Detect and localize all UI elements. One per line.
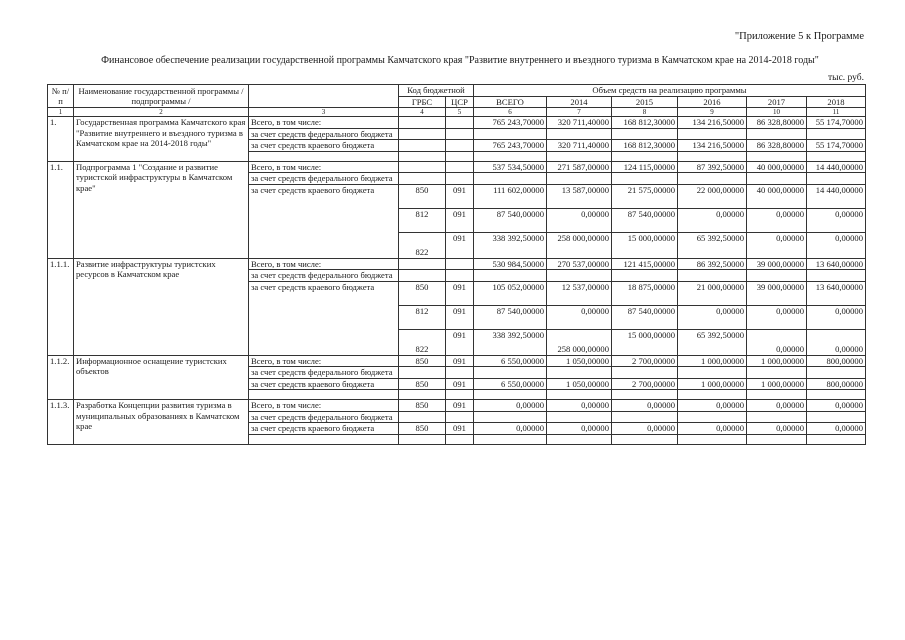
value-cell: 338 392,50000 [474,232,547,258]
table-row [48,117,866,129]
value-cell: 105 052,00000 [474,281,547,305]
csr-cell: 091 [446,329,474,355]
value-cell: 0,00000 [747,423,807,435]
value-cell: 134 216,50000 [678,117,747,129]
value-cell: 1 000,00000 [747,378,807,390]
value-cell: 0,00000 [747,208,807,232]
col-2014-header: 2014 [547,96,612,108]
value-cell: 18 875,00000 [612,281,678,305]
grbs-cell: 850 [399,400,446,412]
index-cell: 5 [446,108,474,117]
value-cell: 0,00000 [547,208,612,232]
grbs-cell: 850 [399,378,446,390]
value-cell: 87 540,00000 [474,305,547,329]
header-row [48,85,866,97]
source-label: за счет средств федерального бюджета [249,128,399,140]
col-2017-header: 2017 [747,96,807,108]
value-cell: 0,00000 [678,423,747,435]
value-cell: 537 534,50000 [474,161,547,173]
grbs-cell: 850 [399,423,446,435]
value-cell: 0,00000 [547,305,612,329]
source-label: за счет средств краевого бюджета [249,423,399,435]
col-csr-header: ЦСР [446,96,474,108]
value-cell: 0,00000 [474,423,547,435]
value-cell: 0,00000 [678,400,747,412]
value-cell: 0,00000 [678,208,747,232]
col-2016-header: 2016 [678,96,747,108]
csr-cell: 091 [446,208,474,232]
value-cell: 6 550,00000 [474,378,547,390]
program-name: Информационное оснащение туристских объектов [74,355,249,400]
value-cell: 0,00000 [547,423,612,435]
value-cell: 14 440,00000 [807,161,866,173]
value-cell: 258 000,00000 [547,232,612,258]
value-cell: 65 392,50000 [678,232,747,258]
value-cell: 0,00000 [474,400,547,412]
row-number: 1.1. [48,161,74,258]
source-label: Всего, в том числе: [249,355,399,367]
value-cell: 258 000,00000 [547,329,612,355]
value-cell: 0,00000 [612,400,678,412]
source-label: Всего, в том числе: [249,400,399,412]
value-cell: 800,00000 [807,355,866,367]
value-cell: 1 000,00000 [747,355,807,367]
value-cell: 39 000,00000 [747,258,807,270]
source-label: за счет средств краевого бюджета [249,140,399,152]
source-label: за счет средств федерального бюджета [249,270,399,282]
grbs-cell: 822 [399,329,446,355]
value-cell: 2 700,00000 [612,355,678,367]
value-cell: 0,00000 [807,329,866,355]
row-number: 1.1.3. [48,400,74,445]
index-cell: 6 [474,108,547,117]
value-cell: 21 000,00000 [678,281,747,305]
source-label: за счет средств федерального бюджета [249,367,399,379]
value-cell: 13 587,00000 [547,184,612,208]
col-source-header [249,85,399,108]
value-cell: 0,00000 [807,423,866,435]
value-cell: 40 000,00000 [747,161,807,173]
index-cell: 9 [678,108,747,117]
grbs-cell: 822 [399,232,446,258]
csr-cell: 091 [446,232,474,258]
value-cell: 87 540,00000 [474,208,547,232]
source-label: за счет средств федерального бюджета [249,173,399,185]
csr-cell: 091 [446,423,474,435]
row-number: 1. [48,117,74,162]
table-row [48,161,866,173]
value-cell: 0,00000 [807,305,866,329]
table-row [48,355,866,367]
value-cell: 1 050,00000 [547,355,612,367]
value-cell: 87 540,00000 [612,208,678,232]
value-cell: 320 711,40000 [547,117,612,129]
unit-label: тыс. руб. [828,73,864,83]
value-cell: 124 115,00000 [612,161,678,173]
value-cell: 13 640,00000 [807,258,866,270]
value-cell: 1 050,00000 [547,378,612,390]
index-cell: 3 [249,108,399,117]
appendix-note: "Приложение 5 к Программе [734,31,864,42]
index-cell: 1 [48,108,74,117]
value-cell: 111 602,00000 [474,184,547,208]
csr-cell: 091 [446,355,474,367]
row-number: 1.1.2. [48,355,74,400]
index-cell: 11 [807,108,866,117]
value-cell: 2 700,00000 [612,378,678,390]
csr-cell: 091 [446,400,474,412]
program-name: Развитие инфраструктуры туристских ресурсов в Камчатском крае [74,258,249,355]
document-title: Финансовое обеспечение реализации государственной программы Камчатского края "Развитие внутреннего и въездного туризма в Камчатском крае на 2014-2018 годы" [101,55,819,66]
value-cell: 0,00000 [807,208,866,232]
value-cell: 86 328,80000 [747,117,807,129]
csr-cell: 091 [446,281,474,305]
grbs-cell: 850 [399,281,446,305]
program-name: Разработка Концепции развития туризма в муниципальных образованиях в Камчатском крае [74,400,249,445]
csr-cell: 091 [446,305,474,329]
value-cell: 55 174,70000 [807,117,866,129]
source-label: Всего, в том числе: [249,258,399,270]
value-cell: 0,00000 [747,232,807,258]
table-row [48,258,866,270]
grbs-cell [399,117,446,129]
grbs-cell: 812 [399,305,446,329]
value-cell: 6 550,00000 [474,355,547,367]
csr-cell [446,117,474,129]
value-cell: 39 000,00000 [747,281,807,305]
col-2015-header: 2015 [612,96,678,108]
index-cell: 8 [612,108,678,117]
csr-cell: 091 [446,378,474,390]
value-cell: 15 000,00000 [612,232,678,258]
grbs-cell: 850 [399,184,446,208]
value-cell: 530 984,50000 [474,258,547,270]
value-cell: 86 392,50000 [678,258,747,270]
value-cell: 0,00000 [747,305,807,329]
value-cell: 0,00000 [678,305,747,329]
value-cell: 338 392,50000 [474,329,547,355]
value-cell: 40 000,00000 [747,184,807,208]
value-cell: 168 812,30000 [612,140,678,152]
value-cell: 14 440,00000 [807,184,866,208]
index-cell: 2 [74,108,249,117]
value-cell: 0,00000 [807,400,866,412]
value-cell: 0,00000 [747,329,807,355]
value-cell: 86 328,80000 [747,140,807,152]
value-cell: 0,00000 [747,400,807,412]
source-label: Всего, в том числе: [249,161,399,173]
value-cell: 13 640,00000 [807,281,866,305]
table-row [48,400,866,412]
index-row [48,108,866,117]
source-label: за счет средств федерального бюджета [249,411,399,423]
col-num-header: № п/п [48,85,74,108]
value-cell: 22 000,00000 [678,184,747,208]
value-cell: 271 587,00000 [547,161,612,173]
value-cell: 765 243,70000 [474,117,547,129]
col-name-header: Наименование государственной программы / подпрограммы / [74,85,249,108]
source-label: Всего, в том числе: [249,117,399,129]
source-label: за счет средств краевого бюджета [249,281,399,355]
source-label: за счет средств краевого бюджета [249,184,399,258]
grbs-cell: 812 [399,208,446,232]
value-cell: 320 711,40000 [547,140,612,152]
value-cell: 270 537,00000 [547,258,612,270]
value-cell: 134 216,50000 [678,140,747,152]
col-total-header: ВСЕГО [474,96,547,108]
program-name: Подпрограмма 1 "Создание и развитие туристской инфраструктуры в Камчатском крае" [74,161,249,258]
value-cell: 800,00000 [807,378,866,390]
value-cell: 12 537,00000 [547,281,612,305]
value-cell: 121 415,00000 [612,258,678,270]
index-cell: 4 [399,108,446,117]
index-cell: 10 [747,108,807,117]
col-grbs-header: ГРБС [399,96,446,108]
csr-cell: 091 [446,184,474,208]
value-cell: 0,00000 [547,400,612,412]
program-name: Государственная программа Камчатского края "Развитие внутреннего и въездного туризма в Камчатском крае на 2014-2018 годы" [74,117,249,162]
row-number: 1.1.1. [48,258,74,355]
col-funds-group-header: Объем средств на реализацию программы [474,85,866,97]
col-code-group-header: Код бюджетной [399,85,474,97]
value-cell: 168 812,30000 [612,117,678,129]
col-2018-header: 2018 [807,96,866,108]
financing-table [47,84,866,445]
value-cell: 1 000,00000 [678,355,747,367]
value-cell: 21 575,00000 [612,184,678,208]
source-label: за счет средств краевого бюджета [249,378,399,390]
value-cell: 55 174,70000 [807,140,866,152]
value-cell: 15 000,00000 [612,329,678,355]
value-cell: 0,00000 [612,423,678,435]
value-cell: 0,00000 [807,232,866,258]
index-cell: 7 [547,108,612,117]
value-cell: 87 540,00000 [612,305,678,329]
value-cell: 765 243,70000 [474,140,547,152]
value-cell: 87 392,50000 [678,161,747,173]
value-cell: 1 000,00000 [678,378,747,390]
grbs-cell: 850 [399,355,446,367]
value-cell: 65 392,50000 [678,329,747,355]
